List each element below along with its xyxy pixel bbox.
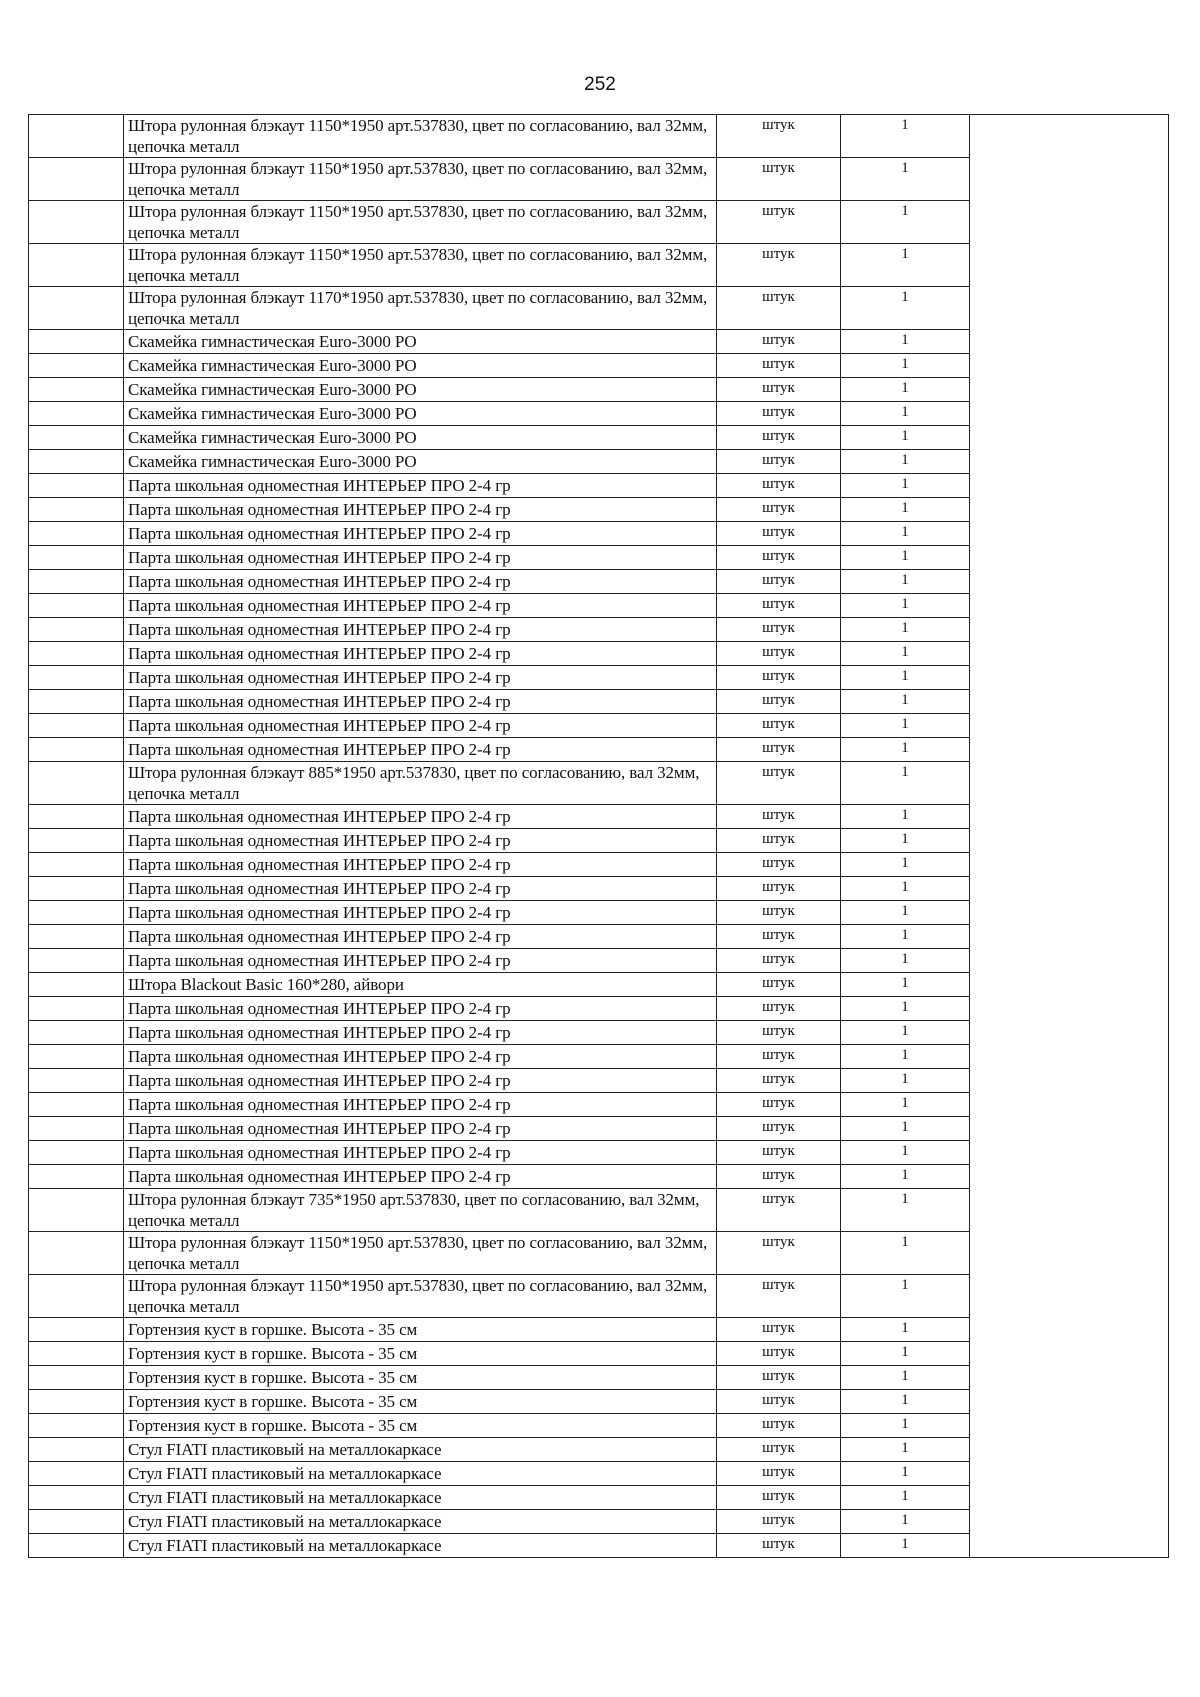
row-number-cell bbox=[29, 1045, 124, 1069]
item-unit: штук bbox=[717, 738, 841, 762]
item-description: Парта школьная одноместная ИНТЕРЬЕР ПРО 2-4 гр bbox=[124, 738, 717, 762]
item-unit: штук bbox=[717, 115, 841, 158]
item-description: Стул FIATI пластиковый на металлокаркасе bbox=[124, 1486, 717, 1510]
item-quantity: 1 bbox=[841, 1141, 970, 1165]
item-unit: штук bbox=[717, 642, 841, 666]
item-unit: штук bbox=[717, 402, 841, 426]
item-quantity: 1 bbox=[841, 498, 970, 522]
item-description: Парта школьная одноместная ИНТЕРЬЕР ПРО 2-4 гр bbox=[124, 1165, 717, 1189]
row-number-cell bbox=[29, 1275, 124, 1318]
item-unit: штук bbox=[717, 1390, 841, 1414]
item-unit: штук bbox=[717, 426, 841, 450]
row-number-cell bbox=[29, 244, 124, 287]
item-description: Парта школьная одноместная ИНТЕРЬЕР ПРО 2-4 гр bbox=[124, 690, 717, 714]
item-description: Парта школьная одноместная ИНТЕРЬЕР ПРО 2-4 гр bbox=[124, 1141, 717, 1165]
item-description: Стул FIATI пластиковый на металлокаркасе bbox=[124, 1462, 717, 1486]
row-number-cell bbox=[29, 738, 124, 762]
item-description: Парта школьная одноместная ИНТЕРЬЕР ПРО 2-4 гр bbox=[124, 877, 717, 901]
item-unit: штук bbox=[717, 594, 841, 618]
item-unit: штук bbox=[717, 498, 841, 522]
item-unit: штук bbox=[717, 1141, 841, 1165]
item-description: Гортензия куст в горшке. Высота - 35 см bbox=[124, 1318, 717, 1342]
item-unit: штук bbox=[717, 1534, 841, 1558]
item-description: Парта школьная одноместная ИНТЕРЬЕР ПРО 2-4 гр bbox=[124, 1093, 717, 1117]
item-description: Штора рулонная блэкаут 885*1950 арт.537830, цвет по согласованию, вал 32мм, цепочка металл bbox=[124, 762, 717, 805]
item-description: Парта школьная одноместная ИНТЕРЬЕР ПРО 2-4 гр bbox=[124, 1045, 717, 1069]
item-description: Парта школьная одноместная ИНТЕРЬЕР ПРО 2-4 гр bbox=[124, 642, 717, 666]
item-quantity: 1 bbox=[841, 330, 970, 354]
item-description: Скамейка гимнастическая Euro-3000 РО bbox=[124, 378, 717, 402]
row-number-cell bbox=[29, 378, 124, 402]
item-quantity: 1 bbox=[841, 1414, 970, 1438]
item-quantity: 1 bbox=[841, 949, 970, 973]
row-number-cell bbox=[29, 690, 124, 714]
item-quantity: 1 bbox=[841, 402, 970, 426]
item-unit: штук bbox=[717, 1069, 841, 1093]
item-quantity: 1 bbox=[841, 666, 970, 690]
item-quantity: 1 bbox=[841, 201, 970, 244]
item-unit: штук bbox=[717, 973, 841, 997]
item-unit: штук bbox=[717, 158, 841, 201]
item-description: Парта школьная одноместная ИНТЕРЬЕР ПРО 2-4 гр bbox=[124, 570, 717, 594]
item-unit: штук bbox=[717, 877, 841, 901]
row-number-cell bbox=[29, 1165, 124, 1189]
item-quantity: 1 bbox=[841, 522, 970, 546]
item-quantity: 1 bbox=[841, 925, 970, 949]
item-quantity: 1 bbox=[841, 1021, 970, 1045]
row-number-cell bbox=[29, 201, 124, 244]
item-unit: штук bbox=[717, 1275, 841, 1318]
item-quantity: 1 bbox=[841, 1486, 970, 1510]
item-unit: штук bbox=[717, 1232, 841, 1275]
item-quantity: 1 bbox=[841, 714, 970, 738]
item-description: Штора рулонная блэкаут 1150*1950 арт.537830, цвет по согласованию, вал 32мм, цепочка металл bbox=[124, 201, 717, 244]
item-unit: штук bbox=[717, 570, 841, 594]
items-table bbox=[28, 114, 1169, 1558]
row-number-cell bbox=[29, 594, 124, 618]
item-description: Парта школьная одноместная ИНТЕРЬЕР ПРО 2-4 гр bbox=[124, 498, 717, 522]
item-description: Штора рулонная блэкаут 1150*1950 арт.537830, цвет по согласованию, вал 32мм, цепочка металл bbox=[124, 1232, 717, 1275]
item-description: Парта школьная одноместная ИНТЕРЬЕР ПРО 2-4 гр bbox=[124, 853, 717, 877]
item-unit: штук bbox=[717, 1342, 841, 1366]
item-unit: штук bbox=[717, 949, 841, 973]
row-number-cell bbox=[29, 330, 124, 354]
row-number-cell bbox=[29, 1021, 124, 1045]
items-table-body bbox=[29, 115, 1169, 1558]
item-quantity: 1 bbox=[841, 618, 970, 642]
row-number-cell bbox=[29, 714, 124, 738]
item-quantity: 1 bbox=[841, 426, 970, 450]
item-quantity: 1 bbox=[841, 1093, 970, 1117]
item-unit: штук bbox=[717, 690, 841, 714]
row-number-cell bbox=[29, 1069, 124, 1093]
item-quantity: 1 bbox=[841, 1390, 970, 1414]
item-quantity: 1 bbox=[841, 853, 970, 877]
item-unit: штук bbox=[717, 1438, 841, 1462]
item-quantity: 1 bbox=[841, 762, 970, 805]
item-unit: штук bbox=[717, 618, 841, 642]
row-number-cell bbox=[29, 973, 124, 997]
row-number-cell bbox=[29, 1438, 124, 1462]
item-description: Скамейка гимнастическая Euro-3000 РО bbox=[124, 330, 717, 354]
row-number-cell bbox=[29, 1141, 124, 1165]
item-description: Гортензия куст в горшке. Высота - 35 см bbox=[124, 1414, 717, 1438]
item-description: Парта школьная одноместная ИНТЕРЬЕР ПРО 2-4 гр bbox=[124, 474, 717, 498]
item-description: Парта школьная одноместная ИНТЕРЬЕР ПРО 2-4 гр bbox=[124, 997, 717, 1021]
item-unit: штук bbox=[717, 1318, 841, 1342]
item-quantity: 1 bbox=[841, 973, 970, 997]
item-quantity: 1 bbox=[841, 158, 970, 201]
item-description: Скамейка гимнастическая Euro-3000 РО bbox=[124, 402, 717, 426]
item-description: Стул FIATI пластиковый на металлокаркасе bbox=[124, 1534, 717, 1558]
item-quantity: 1 bbox=[841, 570, 970, 594]
row-number-cell bbox=[29, 498, 124, 522]
row-number-cell bbox=[29, 762, 124, 805]
item-unit: штук bbox=[717, 546, 841, 570]
item-unit: штук bbox=[717, 805, 841, 829]
item-description: Скамейка гимнастическая Euro-3000 РО bbox=[124, 450, 717, 474]
item-quantity: 1 bbox=[841, 287, 970, 330]
row-number-cell bbox=[29, 1390, 124, 1414]
item-quantity: 1 bbox=[841, 244, 970, 287]
row-number-cell bbox=[29, 402, 124, 426]
item-description: Штора Blackout Basic 160*280, айвори bbox=[124, 973, 717, 997]
item-unit: штук bbox=[717, 1021, 841, 1045]
row-number-cell bbox=[29, 354, 124, 378]
item-unit: штук bbox=[717, 1165, 841, 1189]
table-row bbox=[29, 115, 1169, 158]
item-quantity: 1 bbox=[841, 1165, 970, 1189]
row-number-cell bbox=[29, 877, 124, 901]
row-number-cell bbox=[29, 925, 124, 949]
notes-column bbox=[970, 115, 1169, 1558]
item-unit: штук bbox=[717, 201, 841, 244]
item-unit: штук bbox=[717, 522, 841, 546]
item-description: Штора рулонная блэкаут 1150*1950 арт.537830, цвет по согласованию, вал 32мм, цепочка металл bbox=[124, 115, 717, 158]
item-unit: штук bbox=[717, 853, 841, 877]
item-unit: штук bbox=[717, 1486, 841, 1510]
item-quantity: 1 bbox=[841, 1366, 970, 1390]
item-unit: штук bbox=[717, 829, 841, 853]
item-quantity: 1 bbox=[841, 1342, 970, 1366]
item-unit: штук bbox=[717, 378, 841, 402]
item-quantity: 1 bbox=[841, 474, 970, 498]
row-number-cell bbox=[29, 1534, 124, 1558]
row-number-cell bbox=[29, 426, 124, 450]
item-quantity: 1 bbox=[841, 1510, 970, 1534]
item-description: Парта школьная одноместная ИНТЕРЬЕР ПРО 2-4 гр bbox=[124, 829, 717, 853]
item-unit: штук bbox=[717, 1117, 841, 1141]
row-number-cell bbox=[29, 450, 124, 474]
item-description: Парта школьная одноместная ИНТЕРЬЕР ПРО 2-4 гр bbox=[124, 714, 717, 738]
item-description: Парта школьная одноместная ИНТЕРЬЕР ПРО 2-4 гр bbox=[124, 1069, 717, 1093]
row-number-cell bbox=[29, 901, 124, 925]
row-number-cell bbox=[29, 949, 124, 973]
row-number-cell bbox=[29, 546, 124, 570]
item-quantity: 1 bbox=[841, 901, 970, 925]
item-description: Парта школьная одноместная ИНТЕРЬЕР ПРО 2-4 гр bbox=[124, 805, 717, 829]
item-unit: штук bbox=[717, 1366, 841, 1390]
item-unit: штук bbox=[717, 354, 841, 378]
item-description: Гортензия куст в горшке. Высота - 35 см bbox=[124, 1342, 717, 1366]
page-number: 252 bbox=[584, 74, 616, 95]
item-unit: штук bbox=[717, 901, 841, 925]
item-description: Гортензия куст в горшке. Высота - 35 см bbox=[124, 1390, 717, 1414]
item-quantity: 1 bbox=[841, 997, 970, 1021]
item-unit: штук bbox=[717, 474, 841, 498]
row-number-cell bbox=[29, 1486, 124, 1510]
row-number-cell bbox=[29, 666, 124, 690]
item-quantity: 1 bbox=[841, 1462, 970, 1486]
item-unit: штук bbox=[717, 1462, 841, 1486]
row-number-cell bbox=[29, 1093, 124, 1117]
item-quantity: 1 bbox=[841, 1318, 970, 1342]
row-number-cell bbox=[29, 1318, 124, 1342]
row-number-cell bbox=[29, 287, 124, 330]
item-unit: штук bbox=[717, 1414, 841, 1438]
row-number-cell bbox=[29, 522, 124, 546]
item-unit: штук bbox=[717, 714, 841, 738]
item-description: Гортензия куст в горшке. Высота - 35 см bbox=[124, 1366, 717, 1390]
item-quantity: 1 bbox=[841, 805, 970, 829]
item-quantity: 1 bbox=[841, 354, 970, 378]
item-unit: штук bbox=[717, 1510, 841, 1534]
item-description: Скамейка гимнастическая Euro-3000 РО bbox=[124, 354, 717, 378]
item-quantity: 1 bbox=[841, 1275, 970, 1318]
item-quantity: 1 bbox=[841, 115, 970, 158]
row-number-cell bbox=[29, 853, 124, 877]
item-quantity: 1 bbox=[841, 642, 970, 666]
row-number-cell bbox=[29, 1510, 124, 1534]
item-unit: штук bbox=[717, 1093, 841, 1117]
item-quantity: 1 bbox=[841, 1232, 970, 1275]
item-unit: штук bbox=[717, 997, 841, 1021]
item-unit: штук bbox=[717, 287, 841, 330]
item-quantity: 1 bbox=[841, 546, 970, 570]
item-description: Парта школьная одноместная ИНТЕРЬЕР ПРО 2-4 гр bbox=[124, 925, 717, 949]
item-quantity: 1 bbox=[841, 378, 970, 402]
item-description: Парта школьная одноместная ИНТЕРЬЕР ПРО 2-4 гр bbox=[124, 618, 717, 642]
item-description: Парта школьная одноместная ИНТЕРЬЕР ПРО 2-4 гр bbox=[124, 1021, 717, 1045]
item-quantity: 1 bbox=[841, 877, 970, 901]
item-quantity: 1 bbox=[841, 690, 970, 714]
item-unit: штук bbox=[717, 244, 841, 287]
item-quantity: 1 bbox=[841, 1189, 970, 1232]
item-quantity: 1 bbox=[841, 450, 970, 474]
row-number-cell bbox=[29, 1232, 124, 1275]
item-description: Стул FIATI пластиковый на металлокаркасе bbox=[124, 1438, 717, 1462]
row-number-cell bbox=[29, 1189, 124, 1232]
row-number-cell bbox=[29, 829, 124, 853]
item-description: Штора рулонная блэкаут 735*1950 арт.537830, цвет по согласованию, вал 32мм, цепочка металл bbox=[124, 1189, 717, 1232]
item-description: Парта школьная одноместная ИНТЕРЬЕР ПРО 2-4 гр bbox=[124, 546, 717, 570]
item-description: Штора рулонная блэкаут 1170*1950 арт.537830, цвет по согласованию, вал 32мм, цепочка металл bbox=[124, 287, 717, 330]
row-number-cell bbox=[29, 1366, 124, 1390]
item-quantity: 1 bbox=[841, 1045, 970, 1069]
item-quantity: 1 bbox=[841, 1534, 970, 1558]
item-unit: штук bbox=[717, 1189, 841, 1232]
item-description: Штора рулонная блэкаут 1150*1950 арт.537830, цвет по согласованию, вал 32мм, цепочка металл bbox=[124, 158, 717, 201]
row-number-cell bbox=[29, 805, 124, 829]
item-unit: штук bbox=[717, 330, 841, 354]
row-number-cell bbox=[29, 1414, 124, 1438]
item-description: Парта школьная одноместная ИНТЕРЬЕР ПРО 2-4 гр bbox=[124, 949, 717, 973]
row-number-cell bbox=[29, 158, 124, 201]
item-description: Парта школьная одноместная ИНТЕРЬЕР ПРО 2-4 гр bbox=[124, 1117, 717, 1141]
item-quantity: 1 bbox=[841, 594, 970, 618]
row-number-cell bbox=[29, 1117, 124, 1141]
row-number-cell bbox=[29, 1462, 124, 1486]
item-quantity: 1 bbox=[841, 829, 970, 853]
item-description: Парта школьная одноместная ИНТЕРЬЕР ПРО 2-4 гр bbox=[124, 901, 717, 925]
item-quantity: 1 bbox=[841, 738, 970, 762]
item-description: Парта школьная одноместная ИНТЕРЬЕР ПРО 2-4 гр bbox=[124, 522, 717, 546]
item-unit: штук bbox=[717, 925, 841, 949]
item-quantity: 1 bbox=[841, 1117, 970, 1141]
row-number-cell bbox=[29, 570, 124, 594]
item-description: Стул FIATI пластиковый на металлокаркасе bbox=[124, 1510, 717, 1534]
row-number-cell bbox=[29, 618, 124, 642]
item-description: Штора рулонная блэкаут 1150*1950 арт.537830, цвет по согласованию, вал 32мм, цепочка металл bbox=[124, 244, 717, 287]
item-description: Штора рулонная блэкаут 1150*1950 арт.537830, цвет по согласованию, вал 32мм, цепочка металл bbox=[124, 1275, 717, 1318]
row-number-cell bbox=[29, 1342, 124, 1366]
item-description: Скамейка гимнастическая Euro-3000 РО bbox=[124, 426, 717, 450]
row-number-cell bbox=[29, 474, 124, 498]
item-unit: штук bbox=[717, 666, 841, 690]
item-description: Парта школьная одноместная ИНТЕРЬЕР ПРО 2-4 гр bbox=[124, 666, 717, 690]
item-unit: штук bbox=[717, 450, 841, 474]
item-quantity: 1 bbox=[841, 1069, 970, 1093]
row-number-cell bbox=[29, 115, 124, 158]
item-description: Парта школьная одноместная ИНТЕРЬЕР ПРО 2-4 гр bbox=[124, 594, 717, 618]
item-unit: штук bbox=[717, 1045, 841, 1069]
row-number-cell bbox=[29, 642, 124, 666]
item-unit: штук bbox=[717, 762, 841, 805]
item-quantity: 1 bbox=[841, 1438, 970, 1462]
row-number-cell bbox=[29, 997, 124, 1021]
